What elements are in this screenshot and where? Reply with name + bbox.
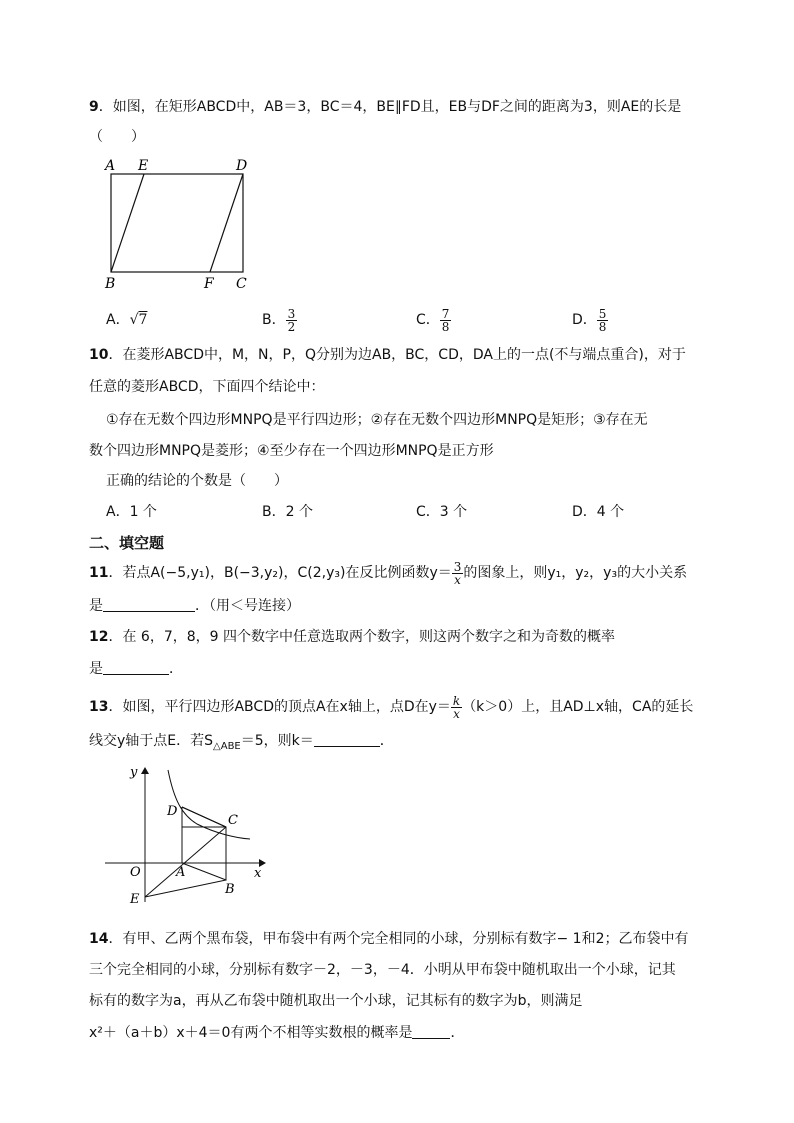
q14-answer-blank[interactable] [412,1024,450,1039]
q13-label-C: C [228,813,238,828]
q9-text: ．如图，在矩形ABCD中，AB＝3，BC＝4，BE∥FD且，EB与DF之间的距离为3，则AE的长是 [98,99,682,115]
q12-line2-start: 是 [89,661,103,677]
q9-option-a-radicand: 7 [138,312,148,328]
q9-option-b-den: 2 [287,319,296,334]
q9-option-d [572,300,608,340]
q14-number: 14 [89,931,109,947]
q13-frac-den: x [453,706,460,721]
q13-label-x: x [254,866,262,881]
q9-option-a: A．√7 [106,312,148,328]
q9-label-C: C [236,276,247,292]
q12-line2 [89,659,183,679]
q11-line2-end: ．（用＜号连接） [195,598,300,614]
q10-option-a: A．1 个 [106,504,157,520]
q10-line3: ①存在无数个四边形MNPQ是平行四边形；②存在无数个四边形MNPQ是矩形；③存在无 [106,412,648,428]
q9-option-d-den: 8 [598,319,607,334]
q11-frac-num: 3 [453,559,462,574]
q13-area-subscript: △ABE [213,740,241,752]
q13-coordinate-figure [100,760,275,910]
q11-line2 [89,596,300,616]
q11-line2-start: 是 [89,598,103,614]
q13-line2-end: ． [379,733,394,749]
q9-option-b [262,300,297,340]
q10-line2: 任意的菱形ABCD，下面四个结论中： [89,379,325,395]
q9-option-b-num: 3 [287,306,296,321]
q13-answer-blank[interactable] [314,732,380,747]
q12-line2-end: ． [169,661,183,677]
q9-option-c-label: C． [416,312,440,328]
q11-line1 [89,558,687,588]
q13-label-E: E [130,892,140,907]
q10-option-c: C．3 个 [416,504,468,520]
q13-line2-mid: ＝5，则k＝ [240,733,314,749]
q9-option-c [416,300,451,340]
q14-line2: 三个完全相同的小球，分别标有数字－2，－3，－4．小明从甲布袋中随机取出一个小球，记其 [89,962,676,978]
q13-line2-start: 线交y轴于点E．若S [89,733,214,749]
q12-line1 [89,627,615,647]
q10-line4: 数个四边形MNPQ是菱形；④至少存在一个四边形MNPQ是正方形 [89,443,494,459]
q9-label-F: F [204,276,214,292]
q13-label-D: D [167,804,178,819]
q9-option-a-label: A． [106,312,130,328]
q14-line3: 标有的数字为a，再从乙布袋中随机取出一个小球，记其标有的数字为b，则满足 [89,993,583,1009]
q10-text1: ．在菱形ABCD中，M，N，P，Q分别为边AB，BC，CD，DA上的一点(不与端点重合)，对于 [108,347,686,363]
q10-option-d: D．4 个 [572,504,625,520]
q9-option-c-num: 7 [441,306,450,321]
q11-text1: ．若点A(−5,y₁)，B(−3,y₂)，C(2,y₃)在反比例函数y＝ [108,565,452,581]
q9-option-c-den: 8 [441,319,450,334]
q9-line1 [89,97,681,117]
q14-text1: ．有甲、乙两个黑布袋，甲布袋中有两个完全相同的小球，分别标有数字− 1和2；乙布袋中有 [108,931,689,947]
q9-label-A: A [105,158,116,174]
q9-option-d-num: 5 [598,306,607,321]
q14-line1 [89,929,688,949]
section-heading-fill-blank: 二、填空题 [89,534,165,552]
q12-answer-blank[interactable] [103,660,169,675]
q13-label-A: A [176,865,186,880]
q9-option-b-label: B． [262,312,286,328]
q13-label-y: y [130,765,138,780]
q12-number: 12 [89,629,109,645]
q11-number: 11 [89,565,109,581]
q10-number: 10 [89,347,109,363]
q13-frac-num: k [452,693,461,708]
q13-label-B: B [225,882,235,897]
q10-line1 [89,345,686,365]
q13-line2 [89,731,394,757]
q13-text1: ．如图，平行四边形ABCD的顶点A在x轴上，点D在y＝ [108,699,451,715]
q14-line4-start: x²＋（a＋b）x＋4＝0有两个不相等实数根的概率是 [89,1025,413,1041]
q9-rectangle-figure [100,155,260,295]
q11-frac-den: x [454,572,461,587]
q13-line1 [89,692,693,722]
q12-text1: ．在 6，7，8，9 四个数字中任意选取两个数字，则这两个数字之和为奇数的概率 [108,629,616,645]
q9-option-d-label: D． [572,312,597,328]
q10-option-b: B．2 个 [262,504,313,520]
q13-text2: （k＞0）上，且AD⊥x轴，CA的延长 [462,699,694,715]
q11-answer-blank[interactable] [103,597,195,612]
q9-label-E: E [138,158,149,174]
q14-line4-end: ． [450,1025,465,1041]
q11-text2: 的图象上，则y₁，y₂，y₃的大小关系 [463,565,688,581]
q9-answer-paren: （ ） [89,129,145,145]
q9-number: 9 [89,99,99,115]
q13-number: 13 [89,699,109,715]
q14-line4 [89,1023,464,1043]
q10-line5: 正确的结论的个数是（ ） [106,473,288,489]
q13-label-O: O [130,865,141,880]
q9-label-D: D [236,158,248,174]
q9-label-B: B [105,276,116,292]
